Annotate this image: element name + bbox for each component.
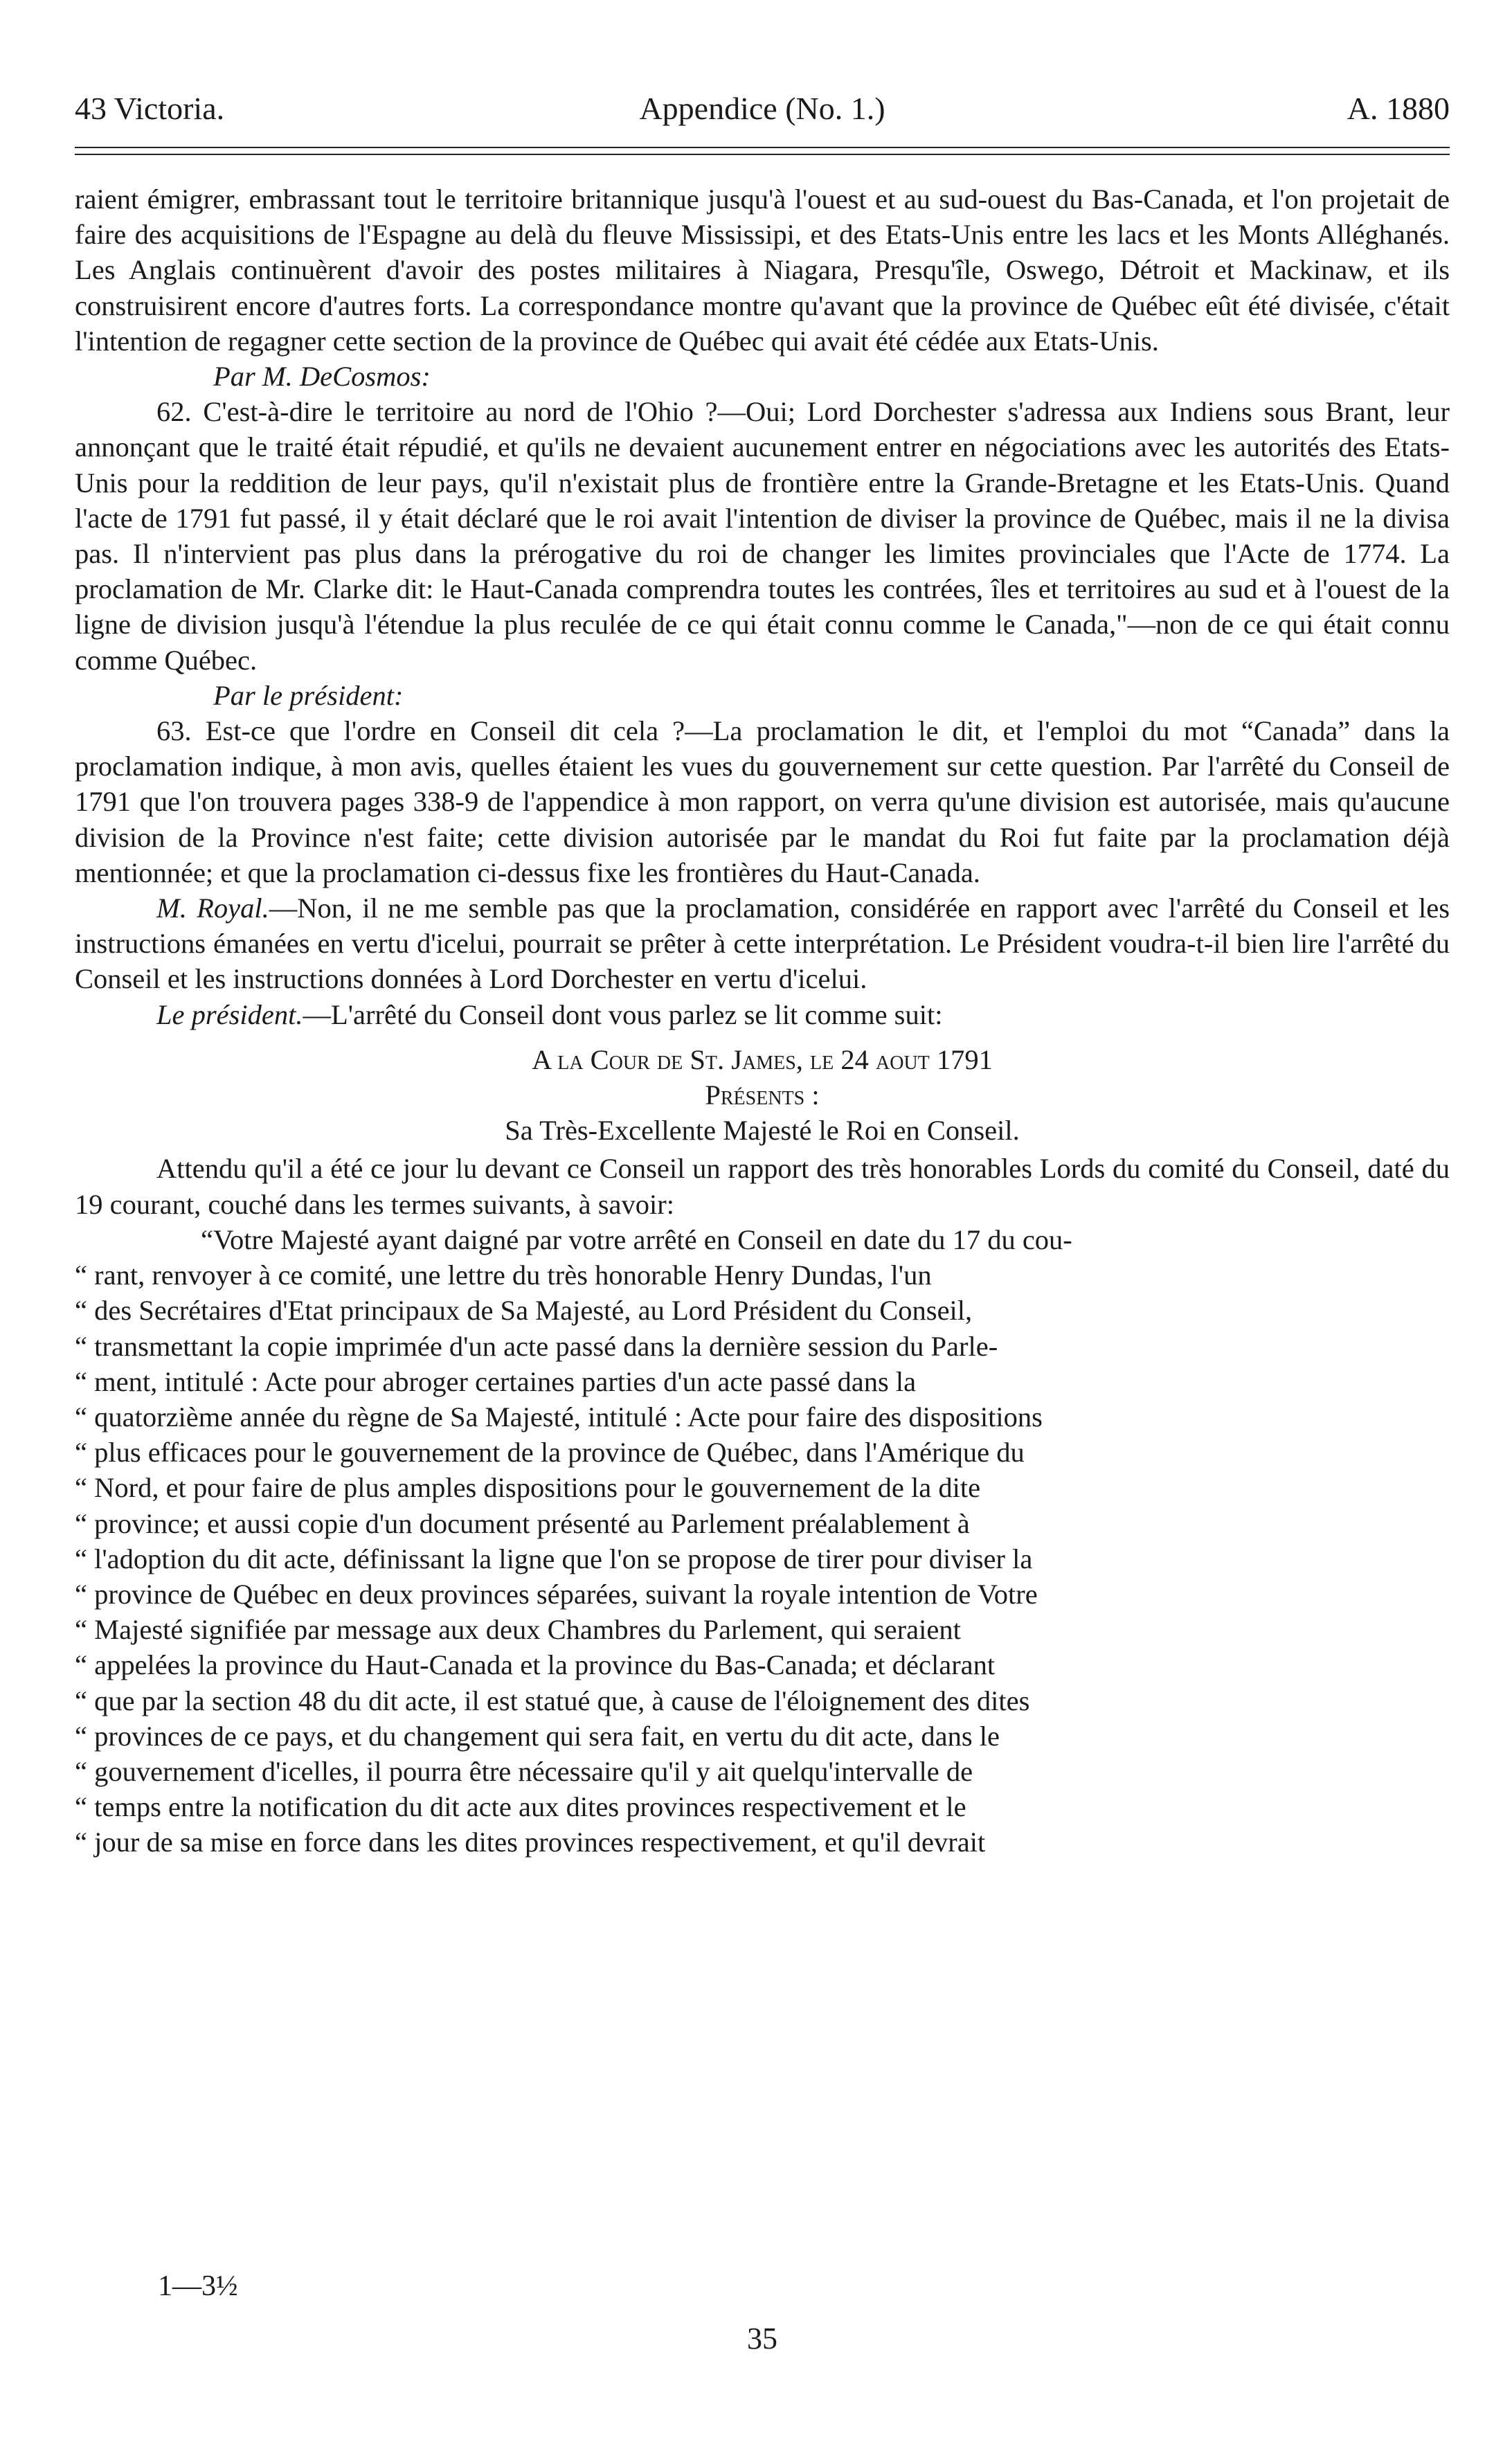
quote-line: “ province; et aussi copie d'un document présenté au Parlement préalablement à	[75, 1507, 970, 1539]
presents-heading: Présents :	[705, 1079, 820, 1111]
page-number: 35	[747, 2322, 777, 2355]
paragraph-royal	[75, 890, 1450, 997]
header-appendix: Appendice (No. 1.)	[639, 91, 885, 126]
quote-line: “ des Secrétaires d'Etat principaux de Sa Majesté, au Lord Président du Conseil,	[75, 1295, 973, 1327]
signature-mark: 1—3½	[158, 2270, 238, 2302]
quote-line: “ quatorzième année du règne de Sa Majesté, intitulé : Acte pour faire des dispositions	[75, 1401, 1043, 1433]
header-session: 43 Victoria.	[75, 91, 225, 126]
quote-line: “ Majesté signifiée par message aux deux Chambres du Parlement, qui seraient	[75, 1614, 961, 1646]
speaker-president-reply: Le président.	[156, 998, 303, 1030]
paragraph-continuation: raient émigrer, embrassant tout le territoire britannique jusqu'à l'ouest et au sud-ouest du Bas-Canada, et l'on projetait de faire des acquisitions de l'Espagne au delà du fleuve Mississipi, et des Etats-Unis entre les lacs et les Monts Alléghanés. Les Anglais continuèrent d'avoir des postes militaires à Niagara, Presqu'île, Oswego, Détroit et Mackinaw, et ils construisirent encore d'autres forts. La correspondance montre qu'avant que la province de Québec eût été divisée, c'était l'intention de regagner cette section de la province de Québec qui avait été cédée aux Etats-Unis.	[75, 183, 1450, 357]
paragraph-president-reply	[75, 997, 1450, 1032]
quote-line: “ jour de sa mise en force dans les dites provinces respectivement, et qu'il devrait	[75, 1826, 986, 1858]
quote-line: “ gouvernement d'icelles, il pourra être nécessaire qu'il y ait quelqu'intervalle de	[75, 1755, 973, 1787]
quote-line: “ rant, renvoyer à ce comité, une lettre du très honorable Henry Dundas, l'un	[75, 1259, 932, 1291]
quote-line: “ ment, intitulé : Acte pour abroger certaines parties d'un acte passé dans la	[75, 1365, 917, 1397]
quote-line: “ que par la section 48 du dit acte, il est statué que, à cause de l'éloignement des dites	[75, 1685, 1030, 1716]
document-page	[75, 90, 1450, 2416]
quote-line: “ plus efficaces pour le gouvernement de la province de Québec, dans l'Amérique du	[75, 1437, 1025, 1469]
quote-line: “ appelées la province du Haut-Canada et la province du Bas-Canada; et déclarant	[75, 1649, 996, 1681]
paragraph-63: 63. Est-ce que l'ordre en Conseil dit cela ?—La proclamation le dit, et l'emploi du mot “Canada” dans la proclamation indique, à mon avis, quelles étaient les vues du gouvernement sur cette question. Par l'arrêté du Conseil de 1791 que l'on trouvera pages 338-9 de l'appendice à mon rapport, on verra qu'une division est autorisée, mais qu'aucune division de la Province n'est faite; cette division autorisée par le mandat du Roi fut faite par la proclamation déjà mentionnée; et que la proclamation ci-dessus fixe les frontières du Haut-Canada.	[75, 715, 1450, 888]
quote-line: “ provinces de ce pays, et du changement qui sera fait, en vertu du dit acte, dans le	[75, 1720, 1000, 1752]
quote-line: “ transmettant la copie imprimée d'un acte passé dans la dernière session du Parle-	[75, 1330, 998, 1362]
page-body	[75, 181, 1450, 1860]
rule-line-bottom	[75, 154, 1450, 155]
paragraph-62: 62. C'est-à-dire le territoire au nord de l'Ohio ?—Oui; Lord Dorchester s'adressa aux Indiens sous Brant, leur annonçant que le traité était répudié, et qu'ils ne devaient aucunement entrer en négociations avec les autorités des Etats-Unis pour la reddition de leur pays, qu'il n'existait plus de frontière entre la Grande-Bretagne et les Etats-Unis. Quand l'acte de 1791 fut passé, il y était déclaré que le roi avait l'intention de diviser la province de Québec, mais il ne la divisa pas. Il n'intervient pas plus dans la prérogative du roi de changer les limites provinciales que l'Acte de 1774. La proclamation de Mr. Clarke dit: le Haut-Canada comprendra toutes les contrées, îles et territoires au sud et à l'ouest de la ligne de division jusqu'à l'étendue la plus reculée de ce qui était connu comme le Canada,"—non de ce qui était connu comme Québec.	[75, 396, 1450, 676]
quote-line: “ temps entre la notification du dit acte aux dites provinces respectivement et le	[75, 1791, 966, 1823]
rule-line-top	[75, 147, 1450, 148]
speaker-royal: M. Royal.	[156, 892, 269, 924]
quote-block	[75, 1257, 1450, 1860]
speaker-president: Par le président:	[213, 679, 404, 711]
quote-line: “ l'adoption du dit acte, définissant la ligne que l'on se propose de tirer pour diviser la	[75, 1543, 1033, 1574]
paragraph-attendu: Attendu qu'il a été ce jour lu devant ce Conseil un rapport des très honorables Lords du comité du Conseil, daté du 19 courant, couché dans les termes suivants, à savoir:	[75, 1153, 1450, 1220]
court-heading: A la Cour de St. James, le 24 aout 1791	[532, 1043, 993, 1075]
header-year: A. 1880	[1347, 91, 1450, 126]
majesty-line: Sa Très-Excellente Majesté le Roi en Conseil.	[505, 1115, 1020, 1147]
royal-text: —Non, il ne me semble pas que la proclamation, considérée en rapport avec l'arrêté du Conseil et les instructions émanées en vertu d'icelui, pourrait se prêter à cette interprétation. Le Président voudra-t-il bien lire l'arrêté du Conseil et les instructions données à Lord Dorchester en vertu d'icelui.	[75, 892, 1450, 995]
quote-line: “ province de Québec en deux provinces séparées, suivant la royale intention de Votre	[75, 1578, 1038, 1610]
speaker-decosmos: Par M. DeCosmos:	[213, 361, 431, 393]
quote-line: “ Nord, et pour faire de plus amples dispositions pour le gouvernement de la dite	[75, 1472, 981, 1504]
header-rule	[75, 138, 1450, 166]
running-header	[75, 90, 1450, 138]
president-reply-text: —L'arrêté du Conseil dont vous parlez se lit comme suit:	[303, 998, 943, 1030]
quote-first-line: “Votre Majesté ayant daigné par votre arrêté en Conseil en date du 17 du cou-	[201, 1223, 1072, 1255]
